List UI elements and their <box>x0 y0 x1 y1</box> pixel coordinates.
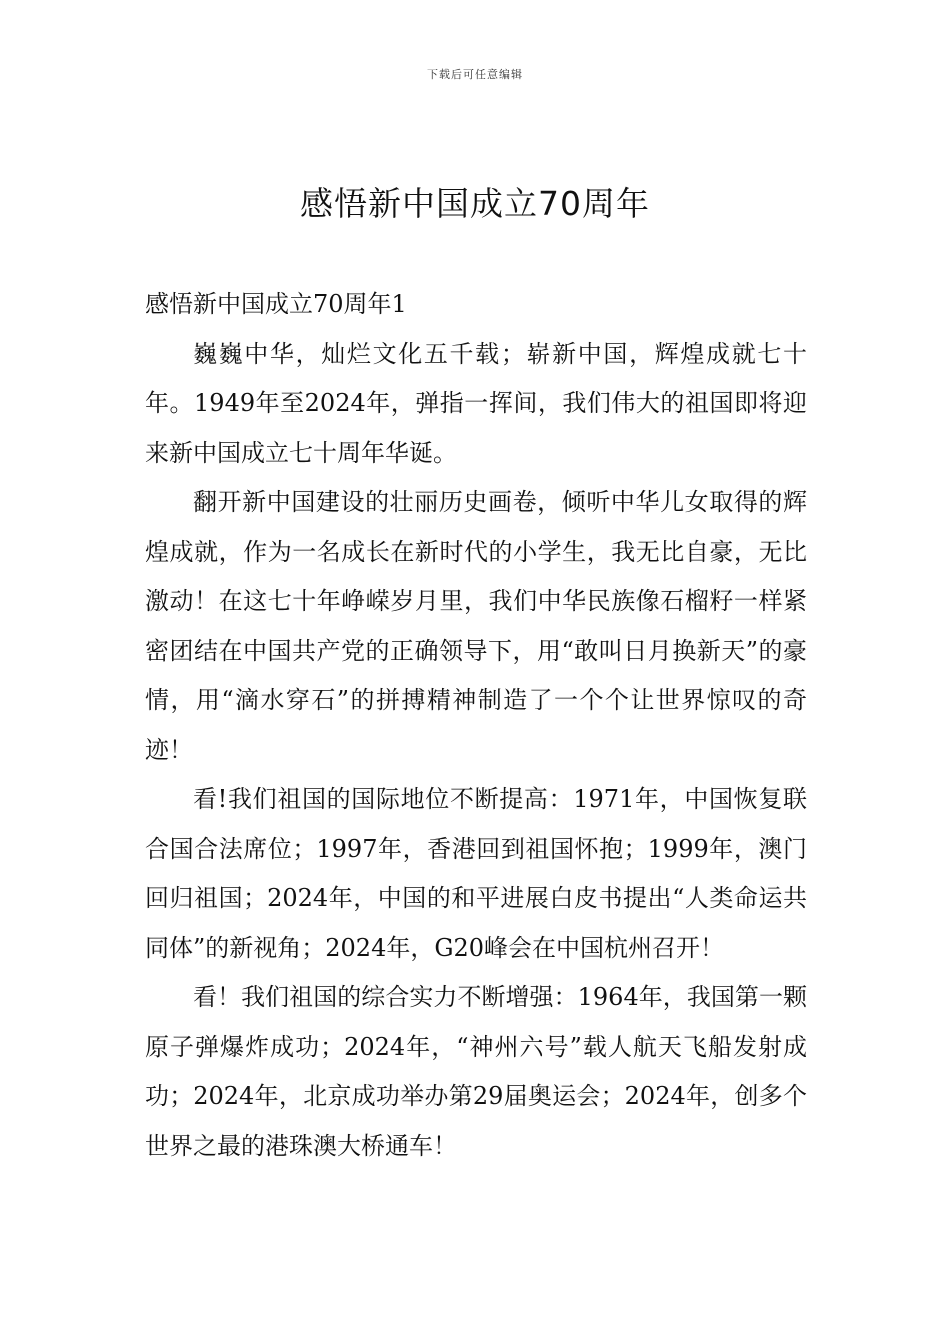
paragraph-4: 看！我们祖国的综合实力不断增强：1964年，我国第一颗原子弹爆炸成功；2024年，“神州六号”载人航天飞船发射成功；2024年，北京成功举办第29届奥运会；2024年，创多个世界之最的港珠澳大桥通车！ <box>145 983 807 1160</box>
paragraph-1: 巍巍中华，灿烂文化五千载；崭新中国，辉煌成就七十年。1949年至2024年，弹指一挥间，我们伟大的祖国即将迎来新中国成立七十周年华诞。 <box>145 339 807 467</box>
document-title: 感悟新中国成立70周年 <box>300 184 650 223</box>
document-body <box>145 280 807 1171</box>
header-note: 下载后可任意编辑 <box>427 68 523 81</box>
section-subtitle: 感悟新中国成立70周年1 <box>145 290 407 318</box>
paragraph-3: 看!我们祖国的国际地位不断提高：1971年，中国恢复联合国合法席位；1997年，香港回到祖国怀抱；1999年，澳门回归祖国；2024年，中国的和平进展白皮书提出“人类命运共同体”的新视角；2024年，G20峰会在中国杭州召开！ <box>145 785 807 962</box>
paragraph-2: 翻开新中国建设的壮丽历史画卷，倾听中华儿女取得的辉煌成就，作为一名成长在新时代的小学生，我无比自豪，无比激动！在这七十年峥嵘岁月里，我们中华民族像石榴籽一样紧密团结在中国共产党的正确领导下，用“敢叫日月换新天”的豪情，用“滴水穿石”的拼搏精神制造了一个个让世界惊叹的奇迹！ <box>145 488 807 764</box>
